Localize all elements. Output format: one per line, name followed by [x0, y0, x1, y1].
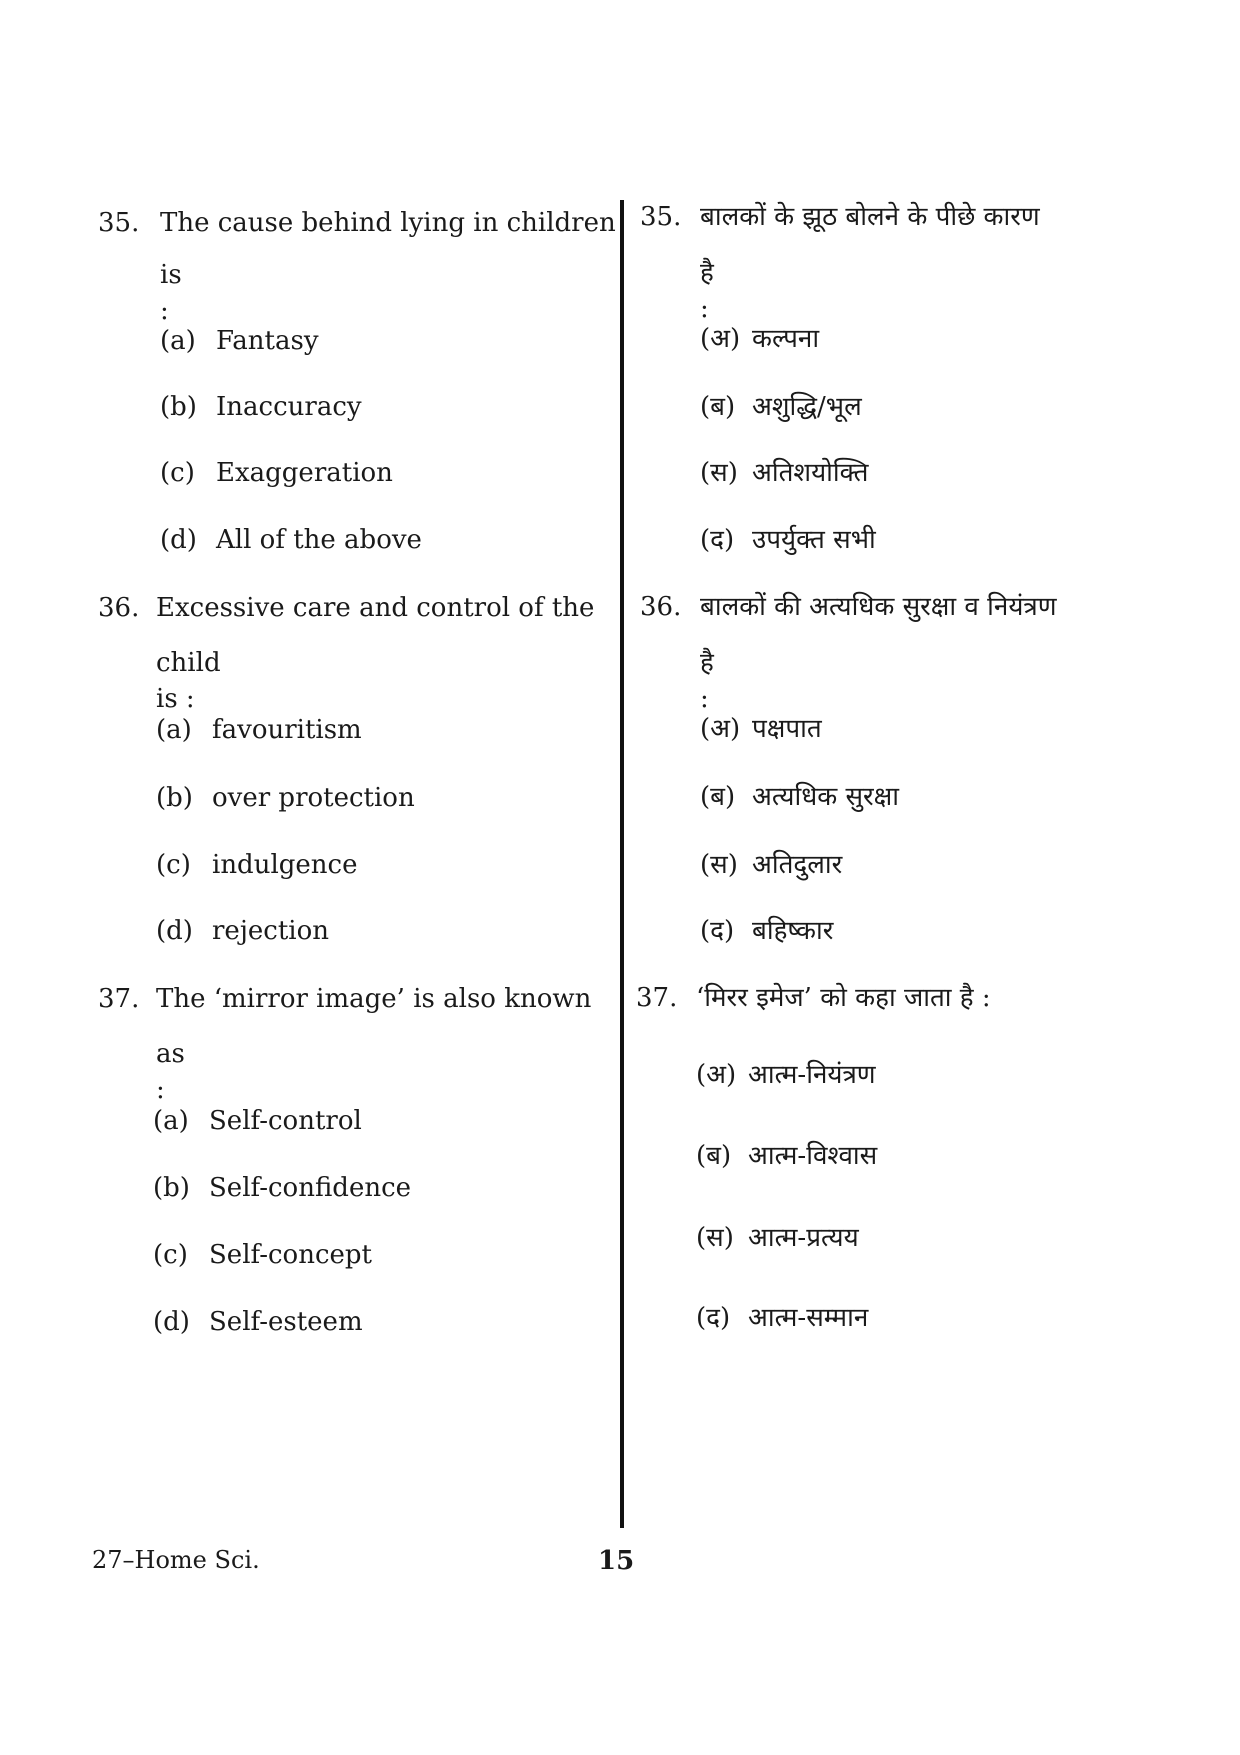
option-text: उपर्युक्त सभी [752, 525, 876, 555]
question-text: The cause behind lying in children [160, 208, 616, 238]
option-text: अतिशयोक्ति [752, 458, 869, 488]
question-text: ‘मिरर इमेज’ को कहा जाता है : [696, 983, 991, 1013]
question-text-cont: as : [156, 1039, 185, 1105]
option-37b-en[interactable] [153, 1170, 411, 1206]
option-37c-hi[interactable] [696, 1220, 859, 1256]
option-text: rejection [212, 916, 329, 946]
option-text: अत्यधिक सुरक्षा [752, 782, 900, 812]
option-label: (b) [153, 1173, 190, 1203]
option-35a-hi[interactable] [700, 321, 819, 357]
question-text-cont: है : [700, 258, 714, 324]
option-text: All of the above [216, 525, 422, 555]
option-label: (a) [160, 326, 196, 356]
option-35a-en[interactable] [160, 323, 319, 359]
option-label: (अ) [696, 1060, 737, 1090]
option-text: Self-control [209, 1106, 362, 1136]
option-text: आत्म-प्रत्यय [748, 1223, 859, 1253]
option-text: आत्म-नियंत्रण [748, 1060, 876, 1090]
option-label: (ब) [700, 392, 736, 422]
option-label: (ब) [700, 782, 736, 812]
question-number: 35. [98, 208, 140, 238]
option-text: Self-confidence [209, 1173, 412, 1203]
option-label: (द) [700, 525, 735, 555]
column-divider [620, 200, 624, 1528]
question-number: 36. [98, 593, 140, 623]
option-text: बहिष्कार [752, 916, 834, 946]
option-label: (d) [160, 525, 197, 555]
page-number: 15 [598, 1546, 635, 1576]
option-37d-en[interactable] [153, 1304, 363, 1340]
question-text-cont: है : [700, 648, 714, 714]
option-text: आत्म-विश्वास [748, 1141, 878, 1171]
option-label: (a) [156, 715, 192, 745]
option-35b-en[interactable] [160, 389, 362, 425]
question-number: 36. [640, 592, 682, 622]
option-label: (अ) [700, 714, 741, 744]
question-text: बालकों के झूठ बोलने के पीछे कारण [700, 202, 1040, 232]
option-label: (b) [156, 783, 193, 813]
question-text: Excessive care and control of the [156, 593, 595, 623]
option-text: अतिदुलार [752, 850, 843, 880]
option-text: indulgence [212, 850, 358, 880]
question-number: 37. [98, 984, 140, 1014]
option-label: (स) [696, 1223, 734, 1253]
option-text: पक्षपात [752, 714, 822, 744]
option-35d-hi[interactable] [700, 522, 876, 558]
option-text: Self-esteem [209, 1307, 363, 1337]
option-text: favouritism [212, 715, 362, 745]
question-number: 35. [640, 202, 682, 232]
option-label: (ब) [696, 1141, 732, 1171]
question-text: बालकों की अत्यधिक सुरक्षा व नियंत्रण [700, 592, 1057, 622]
option-label: (द) [696, 1303, 731, 1333]
option-label: (स) [700, 458, 738, 488]
option-label: (c) [156, 850, 191, 880]
option-text: आत्म-सम्मान [748, 1303, 869, 1333]
option-36a-hi[interactable] [700, 711, 822, 747]
option-text: Fantasy [216, 326, 319, 356]
option-35c-en[interactable] [160, 455, 393, 491]
option-37a-hi[interactable] [696, 1057, 876, 1093]
option-label: (द) [700, 916, 735, 946]
option-text: Inaccuracy [216, 392, 362, 422]
option-36b-hi[interactable] [700, 779, 899, 815]
option-label: (d) [156, 916, 193, 946]
option-36c-en[interactable] [156, 847, 358, 883]
option-text: over protection [212, 783, 415, 813]
option-37b-hi[interactable] [696, 1138, 877, 1174]
option-label: (b) [160, 392, 197, 422]
option-35c-hi[interactable] [700, 455, 868, 491]
option-label: (c) [160, 458, 195, 488]
option-label: (d) [153, 1307, 190, 1337]
paper-code: 27–Home Sci. [92, 1546, 260, 1574]
question-number: 37. [636, 983, 678, 1013]
option-36d-en[interactable] [156, 913, 329, 949]
option-36c-hi[interactable] [700, 847, 842, 883]
option-37c-en[interactable] [153, 1237, 372, 1273]
option-37a-en[interactable] [153, 1103, 362, 1139]
option-label: (a) [153, 1106, 189, 1136]
option-35d-en[interactable] [160, 522, 422, 558]
option-text: अशुद्धि/भूल [752, 392, 862, 422]
option-36d-hi[interactable] [700, 913, 833, 949]
option-label: (स) [700, 850, 738, 880]
option-label: (c) [153, 1240, 188, 1270]
question-text-cont: child is : [156, 648, 221, 714]
question-text-cont: is : [160, 260, 182, 326]
option-36b-en[interactable] [156, 780, 415, 816]
option-35b-hi[interactable] [700, 389, 862, 425]
option-label: (अ) [700, 324, 741, 354]
option-text: कल्पना [752, 324, 820, 354]
option-37d-hi[interactable] [696, 1300, 868, 1336]
option-text: Exaggeration [216, 458, 393, 488]
option-36a-en[interactable] [156, 712, 362, 748]
option-text: Self-concept [209, 1240, 372, 1270]
question-text: The ‘mirror image’ is also known [156, 984, 592, 1014]
